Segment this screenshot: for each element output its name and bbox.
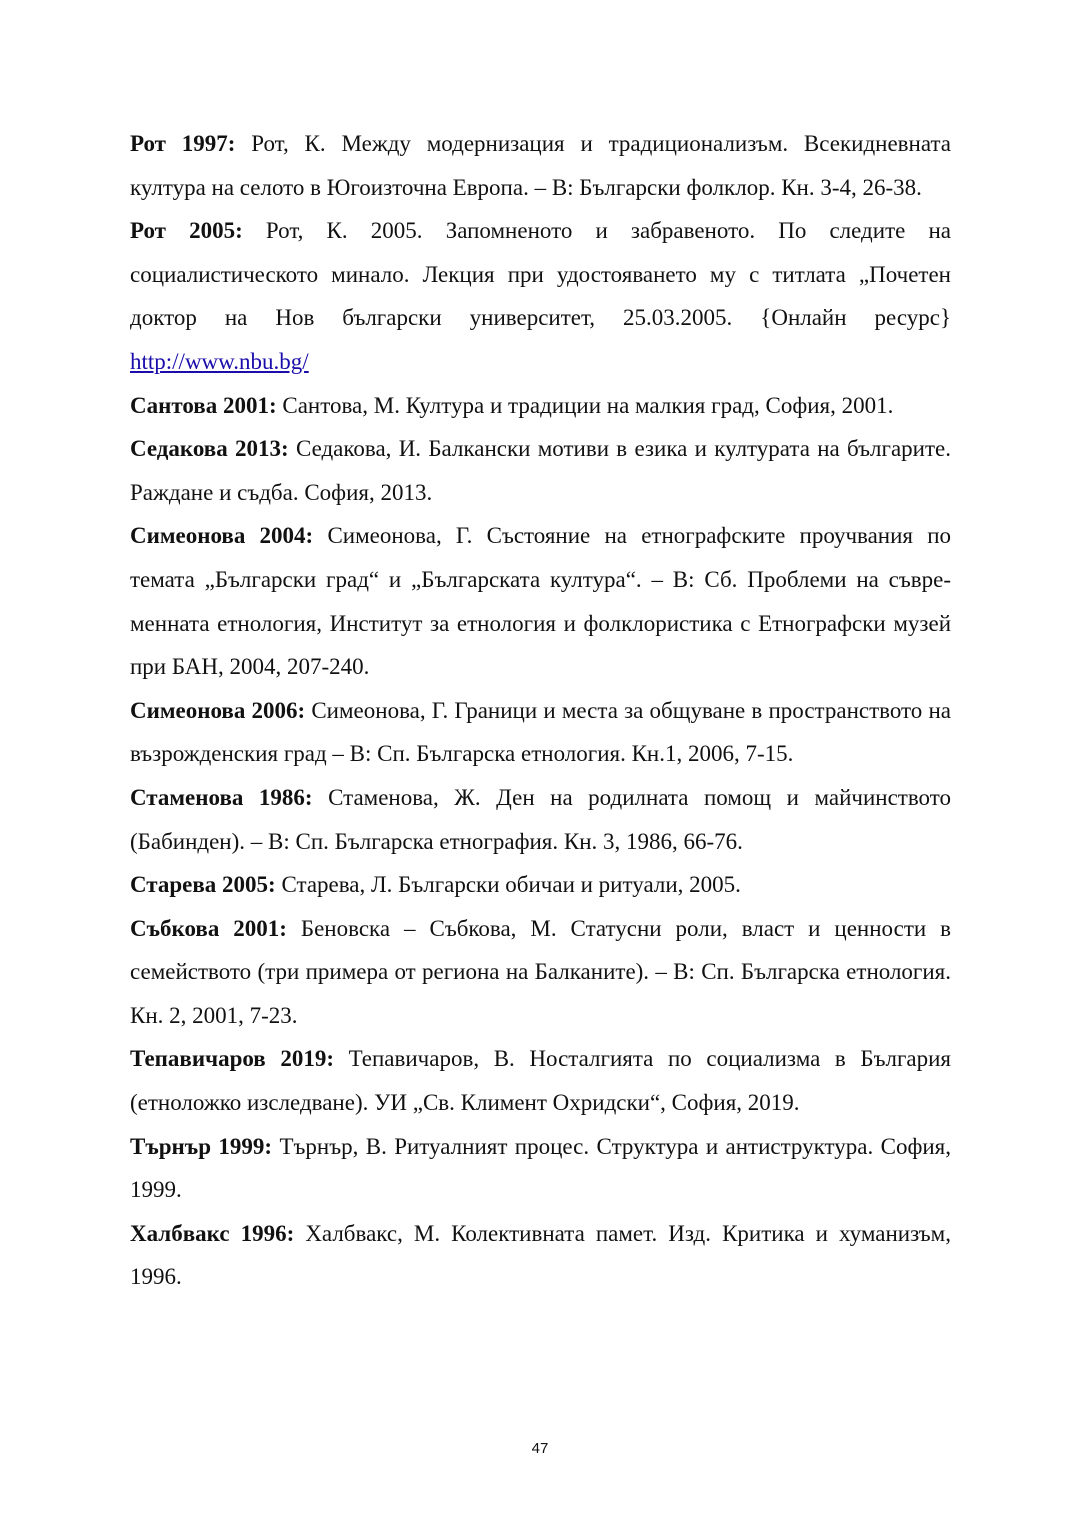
entry-key: Седакова 2013: <box>130 436 289 462</box>
bibliography-entry-sedakova-2013 <box>130 427 951 514</box>
entry-text: Симеонова, Г. Граници и места за общуване в пространството на възрожденския град – В: Сп. Българска етнология. Кн.1, 2006, 7-15. <box>130 697 951 767</box>
entry-key: Симеонова 2006: <box>130 697 306 723</box>
entry-key: Тепавичаров 2019: <box>130 1046 334 1072</box>
entry-key: Старева 2005: <box>130 872 276 898</box>
entry-key: Сантова 2001: <box>130 392 277 418</box>
entry-key: Халбвакс 1996: <box>130 1220 295 1246</box>
entry-key: Симеонова 2004: <box>130 523 314 549</box>
entry-text: Търнър, В. Ритуалният процес. Структура и антиструктура. София, 1999. <box>130 1133 951 1203</box>
nbu-link[interactable]: http://www.nbu.bg/ <box>130 348 309 374</box>
entry-text: Стаменова, Ж. Ден на родилната помощ и майчинството (Бабинден). – В: Сп. Българска етнография. Кн. 3, 1986, 66-76. <box>130 784 951 854</box>
entry-text: Халбвакс, М. Колективната памет. Изд. Критика и хуманизъм, 1996. <box>130 1220 951 1290</box>
entry-text: Тепавичаров, В. Носталгията по социализма в България (етноложко изследване). УИ „Св. Климент Охридски“, София, 2019. <box>130 1046 952 1116</box>
bibliography-entry-santova-2001 <box>130 384 951 428</box>
bibliography-entry-stamenova-1986 <box>130 776 951 863</box>
bibliography-list <box>130 122 951 1299</box>
bibliography-entry-turner-1999 <box>130 1125 951 1212</box>
entry-key: Рот 1997: <box>130 131 236 156</box>
entry-key: Събкова 2001: <box>130 915 287 941</box>
bibliography-entry-rot-1997 <box>130 122 951 209</box>
bibliography-entry-tepavicharov-2019 <box>130 1037 951 1124</box>
page-number: 47 <box>531 1440 549 1457</box>
bibliography-entry-sabkova-2001 <box>130 907 951 1038</box>
entry-text: Седакова, И. Балкански мотиви в езика и културата на българите. Раждане и съдба. София, 2013. <box>130 436 951 505</box>
entry-text: Рот, К. 2005. Запомненото и забравеното. По следите на социалистическото минало. Лекция при удостояването му с титлата „Почетен доктор на Нов български университет, 25.03.2005. {Онлайн ресурс} <box>130 218 951 331</box>
entry-key: Стаменова 1986: <box>130 784 313 810</box>
bibliography-entry-halbwachs-1996 <box>130 1212 951 1299</box>
bibliography-entry-simeonova-2004 <box>130 514 951 688</box>
entry-text: Старева, Л. Български обичаи и ритуали, 2005. <box>275 872 741 898</box>
entry-text: Беновска – Събкова, М. Статусни роли, власт и ценности в семейството (три примера от региона на Балканите). – В: Сп. Българска етнология. Кн. 2, 2001, 7-23. <box>130 915 951 1028</box>
entry-key: Рот 2005: <box>130 218 243 244</box>
bibliography-entry-stareva-2005 <box>130 863 951 907</box>
bibliography-entry-simeonova-2006 <box>130 689 951 776</box>
entry-key: Търнър 1999: <box>130 1133 273 1159</box>
entry-text: Рот, К. Между модернизация и традиционализъм. Всекидневната култура на селото в Югоизточна Европа. – В: Български фолклор. Кн. 3-4, 26-38. <box>130 131 951 200</box>
bibliography-entry-rot-2005 <box>130 209 951 383</box>
entry-text: Симеонова, Г. Състояние на етнографските проучвания по темата „Български град“ и „Българската култура“. – В: Сб. Проблеми на съвременната етнология, Институт за етнология и фолклористика с Етнографски музей при БАН, 2004, 207-240. <box>130 523 952 680</box>
entry-text: Сантова, М. Култура и традиции на малкия град, София, 2001. <box>276 392 894 418</box>
